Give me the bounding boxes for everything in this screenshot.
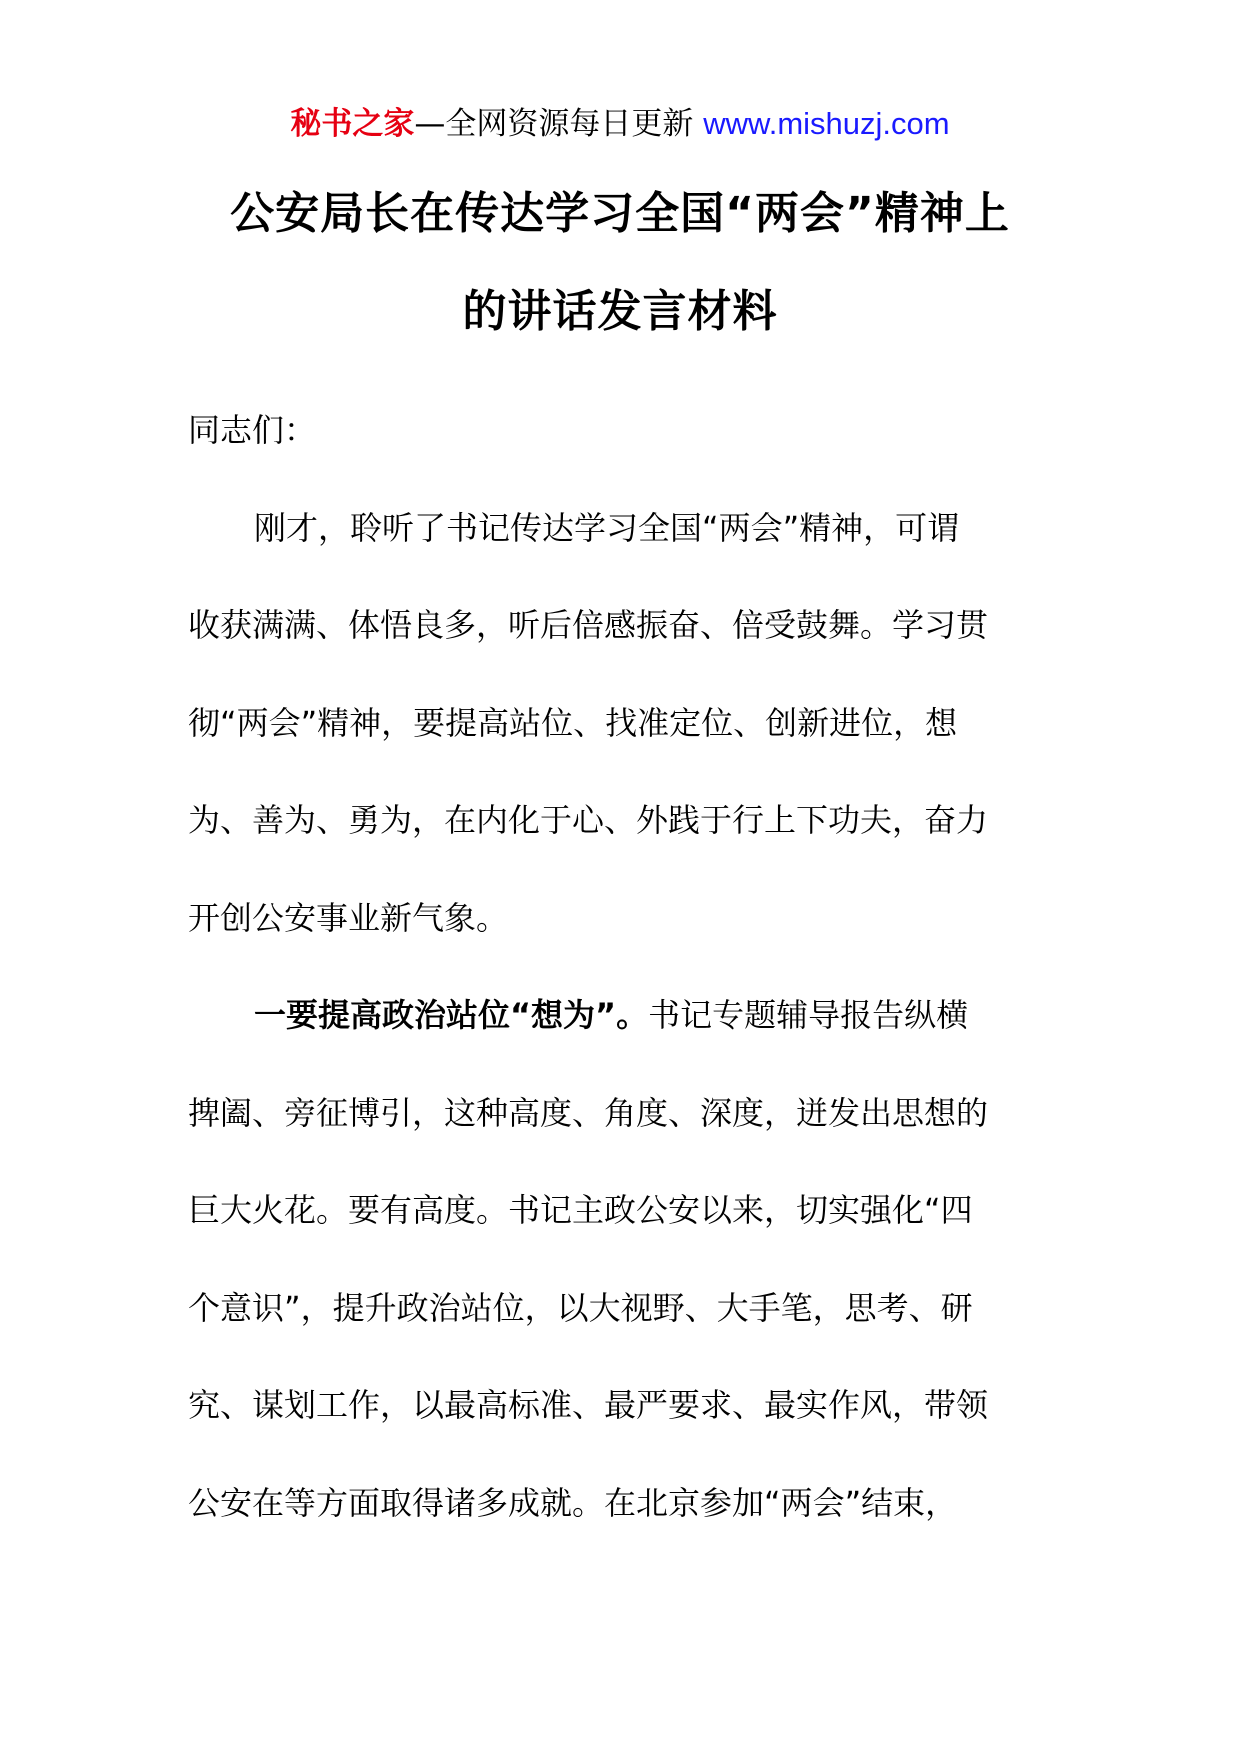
paragraph-1 — [188, 480, 1028, 968]
document-title — [140, 165, 1100, 361]
title-line-2: 的讲话发言材料 — [462, 286, 778, 337]
paragraph-2-line: 公安在等方面取得诸多成就。在北京参加“两会”结束， — [188, 1483, 958, 1522]
paragraph-2-line: 个意识”，提升政治站位，以大视野、大手笔，思考、研 — [188, 1288, 973, 1327]
brand-name: 秘书之家 — [290, 106, 415, 142]
paragraph-2-first-line-text: 书记专题辅导报告纵横 — [648, 996, 969, 1034]
site-url-link[interactable]: www.mishuzj.com — [703, 106, 950, 141]
paragraph-1-line: 刚才，聆听了书记传达学习全国“两会”精神，可谓 — [254, 508, 960, 547]
paragraph-1-line: 彻“两会”精神，要提高站位、找准定位、创新进位，想 — [188, 703, 958, 742]
paragraph-1-line: 为、善为、勇为，在内化于心、外践于行上下功夫，奋力 — [188, 801, 989, 839]
title-line-1: 公安局长在传达学习全国“两会”精神上 — [230, 188, 1010, 239]
paragraph-2-line: 捭阖、旁征博引，这种高度、角度、深度，迸发出思想的 — [188, 1093, 989, 1132]
paragraph-2-line: 究、谋划工作，以最高标准、最严要求、最实作风，带领 — [188, 1386, 989, 1424]
paragraph-1-line: 开创公安事业新气象。 — [188, 898, 509, 937]
paragraph-1-line: 收获满满、体悟良多，听后倍感振奋、倍受鼓舞。学习贯 — [188, 606, 989, 644]
site-header — [0, 102, 1240, 146]
header-tagline: —全网资源每日更新 — [414, 106, 704, 142]
paragraph-2 — [188, 967, 1028, 1552]
paragraph-2-heading: 一要提高政治站位“想为”。 — [254, 996, 649, 1034]
salutation: 同志们： — [188, 411, 317, 449]
document-body — [188, 382, 1028, 1552]
paragraph-2-first-line — [188, 967, 1028, 1065]
paragraph-2-line: 巨大火花。要有高度。书记主政公安以来，切实强化“四 — [188, 1191, 973, 1229]
